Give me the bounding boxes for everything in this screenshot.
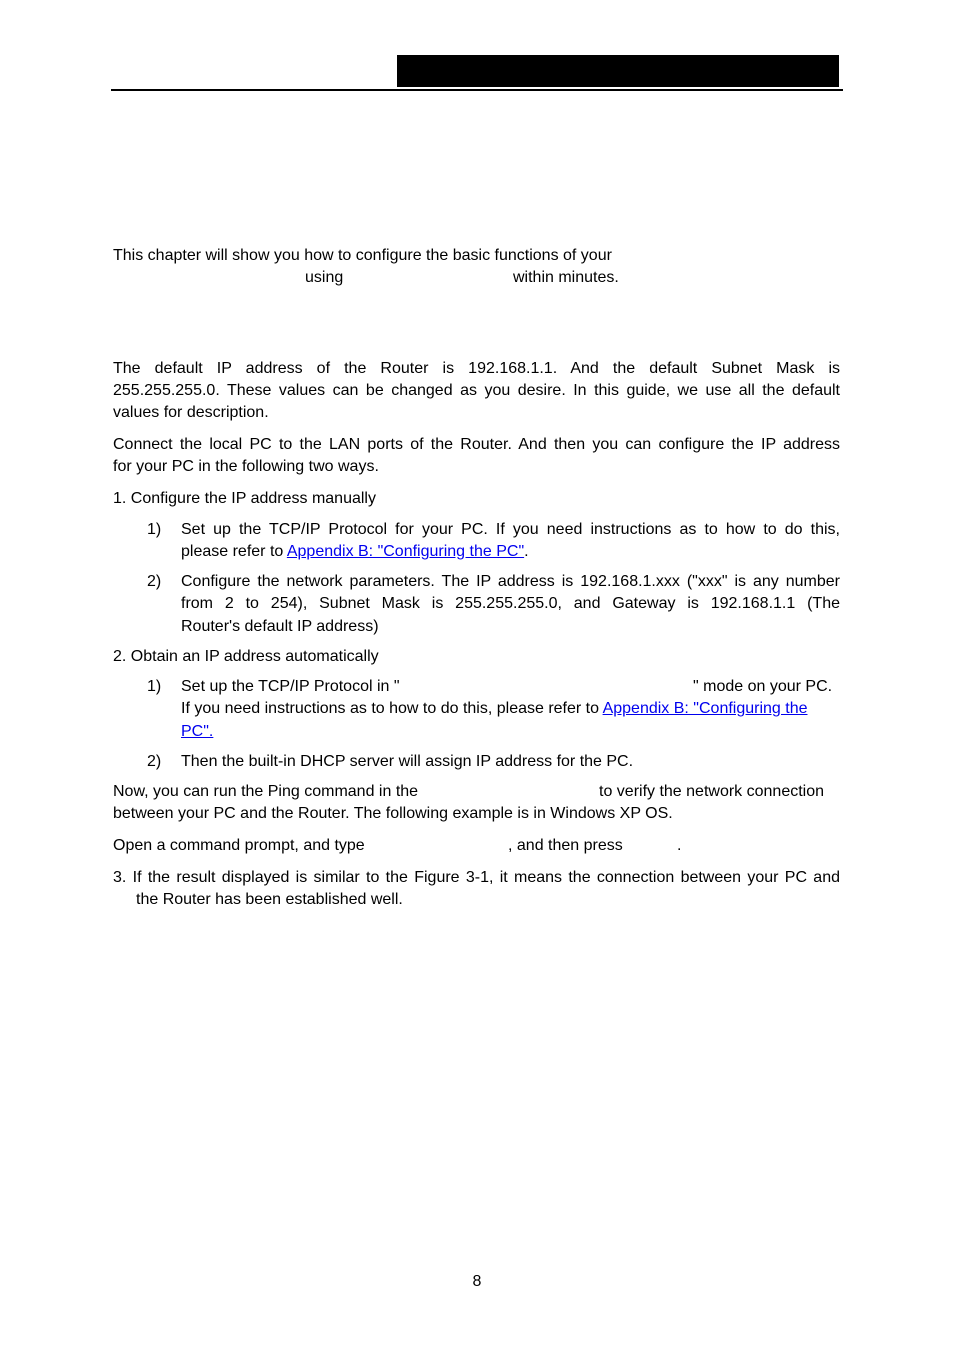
header-rule [111, 89, 843, 91]
paragraph-2-line-1: Connect the local PC to the LAN ports of the Router. And then you can configure the IP address [113, 436, 840, 453]
paragraph-3-line-2: between your PC and the Router. The following example is in Windows XP OS. [113, 805, 673, 822]
paragraph-2-line-2: for your PC in the following two ways. [113, 458, 379, 475]
list-item-1-1-line-1: Set up the TCP/IP Protocol for your PC. If you need instructions as to how to do this, [181, 521, 840, 538]
paragraph-4-prefix: Open a command prompt, and type [113, 837, 365, 854]
list-item-2-2-number: 2) [147, 753, 162, 770]
appendix-b-link[interactable]: Appendix B: "Configuring the PC" [286, 543, 525, 560]
list-item-2-1-line-3 [181, 722, 213, 742]
paragraph-3-suffix: to verify the network connection [599, 783, 825, 800]
appendix-b-link-continued[interactable]: PC". [181, 723, 214, 740]
paragraph-1-line-3: values for description. [113, 404, 269, 421]
refer-text: please refer to [181, 543, 287, 560]
paragraph-4-suffix: . [677, 837, 682, 854]
list-item-2-1-number: 1) [147, 678, 162, 695]
list-item-2-2-line-1: Then the built-in DHCP server will assign IP address for the PC. [181, 753, 634, 770]
list-item-2: 2. Obtain an IP address automatically [113, 648, 379, 665]
list-item-1-2-line-3: Router's default IP address) [181, 618, 379, 635]
intro-line-1: This chapter will show you how to configure the basic functions of your [113, 247, 612, 264]
intro-using: using [305, 269, 344, 286]
list-item-2-1-prefix: Set up the TCP/IP Protocol in " [181, 678, 400, 695]
intro-within: within minutes. [513, 269, 619, 286]
list-item-1-2-line-2: from 2 to 254), Subnet Mask is 255.255.255.0, and Gateway is 192.168.1.1 (The [181, 595, 840, 612]
paragraph-1-line-2: 255.255.255.0. These values can be changed as you desire. In this guide, we use all the default [113, 382, 840, 399]
refer-text: If you need instructions as to how to do this, please refer to [181, 700, 603, 717]
list-item-3-line-1: 3. If the result displayed is similar to the Figure 3-1, it means the connection between your PC and [113, 869, 840, 886]
list-item-1-1-number: 1) [147, 521, 162, 538]
paragraph-3-prefix: Now, you can run the Ping command in the [113, 783, 419, 800]
list-item-1-2-line-1: Configure the network parameters. The IP address is 192.168.1.xxx ("xxx" is any number [181, 573, 840, 590]
list-item-3-line-2: the Router has been established well. [136, 891, 403, 908]
list-item-1-1-line-2 [181, 542, 529, 562]
period: . [524, 543, 529, 560]
list-item-1-2-number: 2) [147, 573, 162, 590]
paragraph-4-mid: , and then press [508, 837, 623, 854]
appendix-b-link[interactable]: Appendix B: "Configuring the [602, 700, 808, 717]
list-item-2-1-line-2 [181, 699, 808, 719]
paragraph-1-line-1: The default IP address of the Router is 192.168.1.1. And the default Subnet Mask is [113, 360, 840, 377]
page-number: 8 [472, 1273, 482, 1290]
list-item-2-1-suffix: " mode on your PC. [693, 678, 833, 695]
header-bar [397, 55, 839, 87]
list-item-1: 1. Configure the IP address manually [113, 490, 376, 507]
